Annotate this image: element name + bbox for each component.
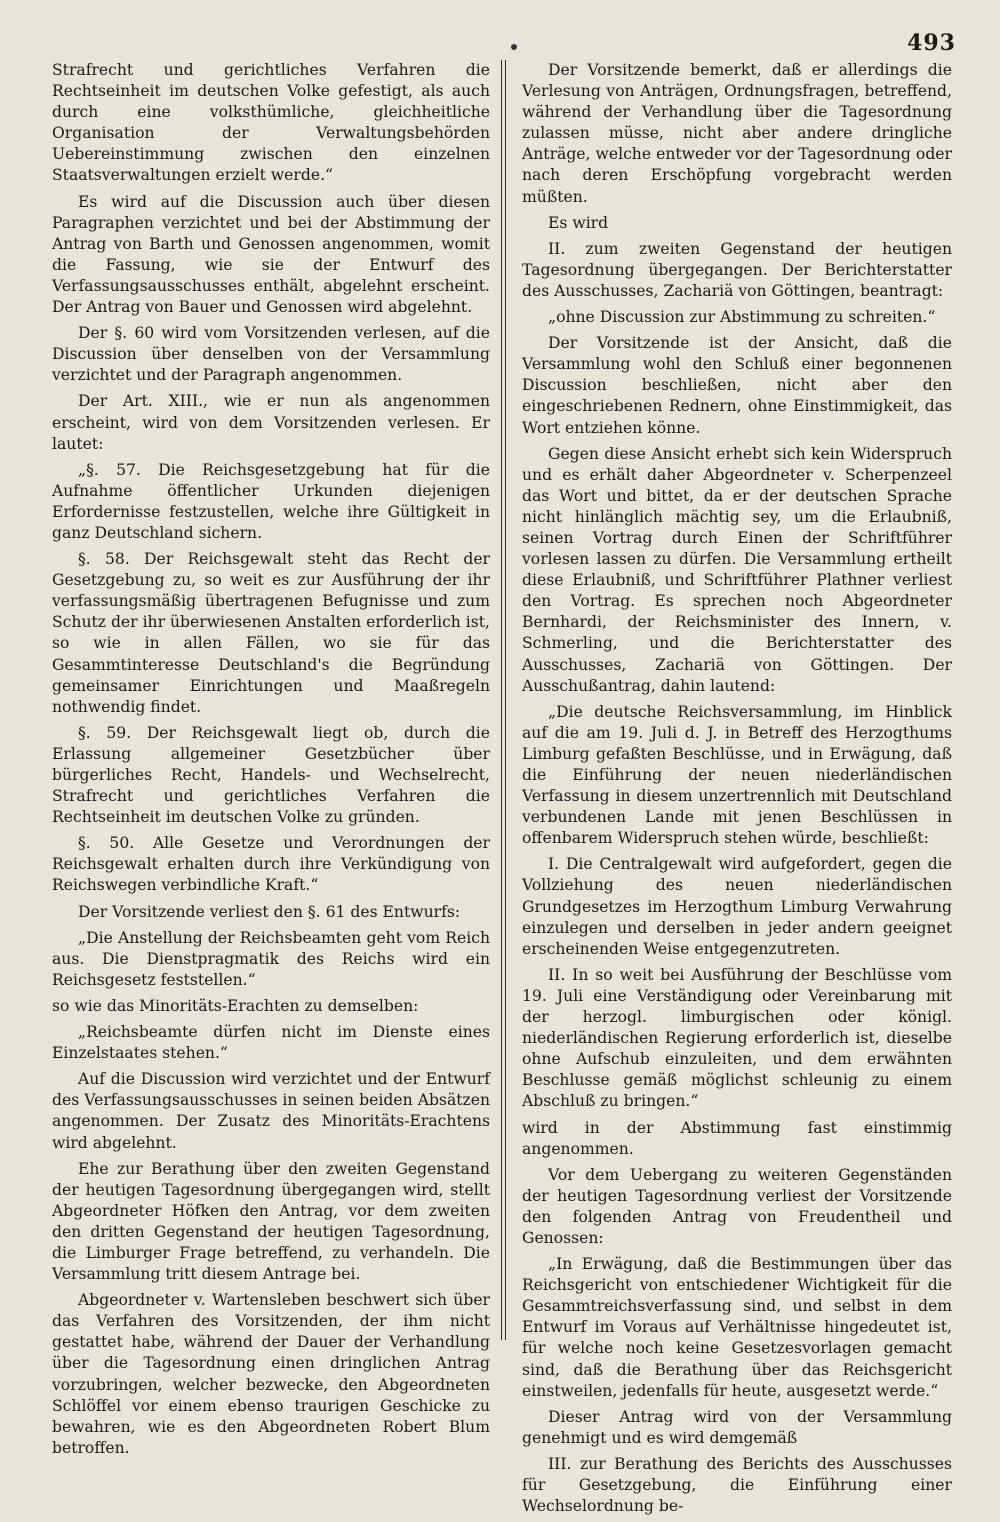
left-column [52,60,490,1464]
paragraph: wird in der Abstimmung fast einstimmig angenommen. [522,1118,952,1158]
paragraph: Der §. 60 wird vom Vorsitzenden verlesen, auf die Discussion über denselben von der Versammlung verzichtet und der Paragraph angenommen. [52,324,490,385]
paragraph: Ehe zur Berathung über den zweiten Gegenstand der heutigen Tagesordnung übergegangen wird, stellt Abgeordneter Höfken den Antrag, vor dem zweiten den dritten Gegenstand der heutigen Tagesordnung, die Limburger Frage betreffend, zu verhandeln. Die Versammlung tritt diesem Antrage bei. [52,1159,490,1284]
paragraph: Es wird auf die Discussion auch über diesen Paragraphen verzichtet und bei der Abstimmung der Antrag von Barth und Genossen angenommen, womit die Fassung, wie sie der Entwurf des Verfassungsausschusses enthält, abgelehnt erscheint. Der Antrag von Bauer und Genossen wird abgelehnt. [52,192,490,317]
paragraph: „Reichsbeamte dürfen nicht im Dienste eines Einzelstaates stehen.“ [52,1023,490,1063]
paragraph: Der Vorsitzende ist der Ansicht, daß die Versammlung wohl den Schluß einer begonnenen Discussion beschließen, nicht aber den eingeschriebenen Rednern, ohne Einstimmigkeit, das Wort entziehen könne. [522,334,952,437]
printer-dot [511,44,517,50]
paragraph: „§. 57. Die Reichsgesetzgebung hat für die Aufnahme öffentlicher Urkunden diejenigen Erfordernisse festzustellen, welche ihre Gültigkeit in ganz Deutschland sichern. [52,460,490,542]
paragraph: „In Erwägung, daß die Bestimmungen über das Reichsgericht von entschiedener Wichtigkeit für die Gesammtreichsverfassung sind, und selbst in dem Entwurf im Voraus auf Verhältnisse hingedeutet ist, für welche noch keine Gesetzesvorlagen gemacht sind, daß die Berathung über das Reichsgericht einstweilen, jedenfalls für heute, ausgesetzt werde.“ [522,1255,952,1400]
paragraph: „ohne Discussion zur Abstimmung zu schreiten.“ [548,308,936,327]
paragraph: §. 58. Der Reichsgewalt steht das Recht der Gesetzgebung zu, so weit es zur Ausführung der ihr verfassungsmäßig übertragenen Befugnisse und zum Schutz der ihr überwiesenen Anstalten erforderlich ist, so wie in allen Fällen, wo sie für das Gesammtinteresse Deutschland's die Begründung gemeinsamer Einrichtungen und Maaßregeln nothwendig findet. [52,550,491,716]
paragraph: Auf die Discussion wird verzichtet und der Entwurf des Verfassungsausschusses in seinen beiden Absätzen angenommen. Der Zusatz des Minoritäts-Erachtens wird abgelehnt. [52,1070,490,1152]
paragraph: Strafrecht und gerichtliches Verfahren die Rechtseinheit im deutschen Volke gefestigt, als auch durch eine volksthümliche, gleichheitliche Organisation der Verwaltungsbehörden Uebereinstimmung zwischen den einzelnen Staatsverwaltungen erzielt werde.“ [52,61,490,185]
right-column [522,60,952,1522]
paragraph: „Die deutsche Reichsversammlung, im Hinblick auf die am 19. Juli d. J. in Betreff des Herzogthums Limburg gefaßten Beschlüsse, und in Erwägung, daß die Einführung der neuen niederländischen Verfassung in diesem unzertrennlich mit Deutschland verbundenen Lande mit jenen Beschlüssen in offenbarem Widerspruch stehen würde, beschließt: [522,702,952,848]
paragraph: Es wird [548,213,609,232]
paragraph: §. 50. Alle Gesetze und Verordnungen der Reichsgewalt erhalten durch ihre Verkündigung von Reichswegen verbindliche Kraft.“ [52,834,490,895]
paragraph: Abgeordneter v. Wartensleben beschwert sich über das Verfahren des Vorsitzenden, der ihm nicht gestattet habe, während der Dauer der Verhandlung über die Tagesordnung einen dringlichen Antrag vorzubringen, welcher bezwecke, den Abgeordneten Schlöffel vor einem ebenso traurigen Geschicke zu bewahren, wie es den Abgeordneten Robert Blum betroffen. [52,1291,490,1457]
paragraph: so wie das Minoritäts-Erachten zu demselben: [52,996,419,1015]
page-number: 493 [907,30,956,56]
paragraph: II. zum zweiten Gegenstand der heutigen Tagesordnung übergegangen. Der Berichterstatter des Ausschusses, Zachariä von Göttingen, beantragt: [522,239,952,300]
paragraph: Der Art. XIII., wie er nun als angenommen erscheint, wird von dem Vorsitzenden verlesen. Er lautet: [52,392,490,453]
paragraph: III. zur Berathung des Berichts des Ausschusses für Gesetzgebung, die Einführung einer Wechselordnung be- [522,1454,952,1516]
paragraph: Gegen diese Ansicht erhebt sich kein Widerspruch und es erhält daher Abgeordneter v. Scherpenzeel das Wort und bittet, da er der deutschen Sprache nicht hinlänglich mächtig sey, um die Erlaubniß, seinen Vortrag durch Einen der Schriftführer vorlesen lassen zu dürfen. Die Versammlung ertheilt diese Erlaubniß, und Schriftführer Plathner verliest den Vortrag. Es sprechen noch Abgeordneter Bernhardi, der Reichsminister des Innern, v. Schmerling, und die Berichterstatter des Ausschusses, Zachariä von Göttingen. Der Ausschußantrag, dahin lautend: [522,444,952,695]
paragraph: II. In so weit bei Ausführung der Beschlüsse vom 19. Juli eine Verständigung oder Vereinbarung mit der herzogl. limburgischen oder königl. niederländischen Regierung erforderlich ist, dieselbe ohne Aufschub einzuleiten, und dem erwähnten Beschlusse gemäß möglichst schleunig zu einem Abschluß zu bringen.“ [522,965,952,1111]
column-rule [505,60,506,1340]
paragraph: Der Vorsitzende verliest den §. 61 des Entwurfs: [78,902,461,921]
paragraph: I. Die Centralgewalt wird aufgefordert, gegen die Vollziehung des neuen niederländischen Grundgesetzes im Herzogthum Limburg Verwahrung einzulegen und derselben in jeder andern geeignet erscheinenden Weise entgegenzutreten. [522,855,952,958]
paragraph: Dieser Antrag wird von der Versammlung genehmigt und es wird demgemäß [522,1407,952,1447]
paragraph: „Die Anstellung der Reichsbeamten geht vom Reich aus. Die Dienstpragmatik des Reichs wird ein Reichsgesetz feststellen.“ [52,928,490,989]
paragraph: Vor dem Uebergang zu weiteren Gegenständen der heutigen Tagesordnung verliest der Vorsitzende den folgenden Antrag von Freudentheil und Genossen: [522,1165,952,1247]
paragraph: Der Vorsitzende bemerkt, daß er allerdings die Verlesung von Anträgen, Ordnungsfragen, betreffend, während der Verhandlung über die Tagesordnung zulassen müsse, nicht aber andere dringliche Anträge, welche entweder vor der Tagesordnung oder nach deren Erschöpfung vorgebracht werden müßten. [522,61,952,206]
paragraph: §. 59. Der Reichsgewalt liegt ob, durch die Erlassung allgemeiner Gesetzbücher über bürgerliches Recht, Handels- und Wechselrecht, Strafrecht und gerichtliches Verfahren die Rechtseinheit im deutschen Volke zu gründen. [52,723,490,827]
column-rule [501,60,502,1340]
